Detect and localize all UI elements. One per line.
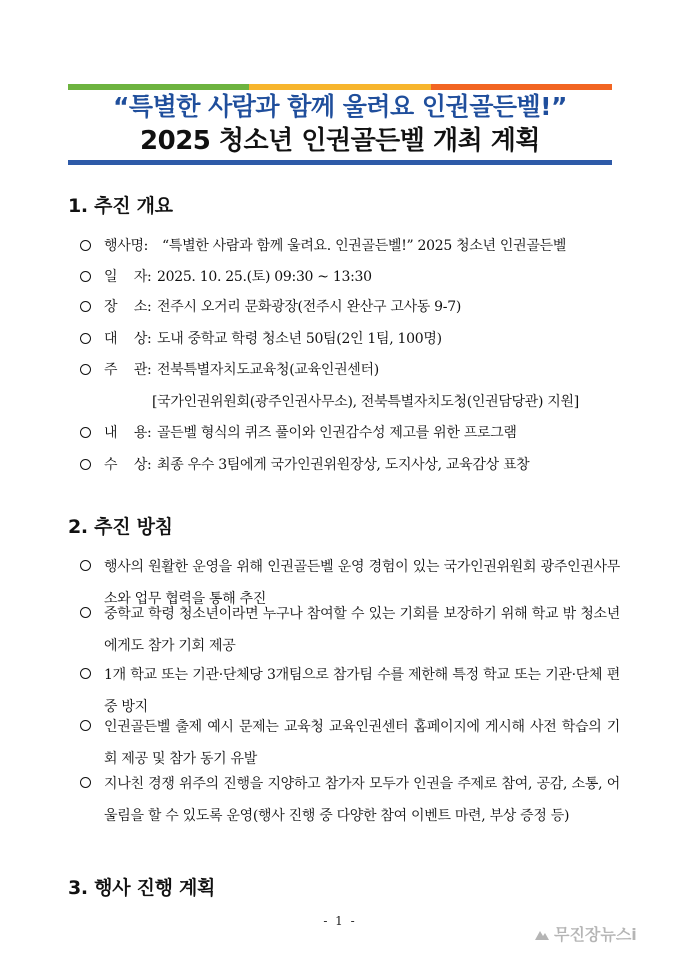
title-color-bar	[68, 84, 612, 90]
mountain-logo-icon	[534, 926, 550, 942]
policy-item-text: 인권골든벨 출제 예시 문제는 교육청 교육인권센터 홈페이지에 게시해 사전 학습의 기회 제공 및 참가 동기 유발	[104, 719, 620, 767]
document-subtitle: 2025 청소년 인권골든벨 개최 계획	[140, 126, 540, 156]
item-label: 내 용:	[104, 425, 152, 441]
document-title: “특별한 사람과 함께 울려요 인권골든벨!”	[113, 92, 567, 121]
circle-bullet-icon	[80, 301, 91, 312]
item-value: 전주시 오거리 문화광장(전주시 완산구 고사동 9-7)	[157, 299, 461, 315]
host-support-note: [국가인권위원회(광주인권사무소), 전북특별자치도청(인권담당관) 지원]	[152, 394, 579, 410]
item-value: “특별한 사람과 함께 울려요. 인권골든벨!” 2025 청소년 인권골든벨	[162, 238, 567, 254]
title-underline-bar	[68, 160, 612, 165]
policy-item-text: 중학교 학령 청소년이라면 누구나 참여할 수 있는 기회를 보장하기 위해 학교 밖 청소년에게도 참가 기회 제공	[104, 606, 620, 654]
circle-bullet-icon	[80, 668, 91, 679]
policy-item	[80, 598, 620, 662]
page-number: - 1 -	[323, 914, 357, 928]
news-watermark	[534, 922, 637, 945]
circle-bullet-icon	[80, 271, 91, 282]
circle-bullet-icon	[80, 459, 91, 470]
circle-bullet-icon	[80, 607, 91, 618]
section-heading-event-plan: 3. 행사 진행 계획	[68, 877, 216, 899]
policy-item-text: 1개 학교 또는 기관·단체당 3개팀으로 참가팀 수를 제한해 특정 학교 또는 기관·단체 편중 방지	[104, 667, 620, 715]
green-bar-segment	[68, 84, 249, 90]
item-label: 주 관:	[104, 362, 152, 378]
policy-item-text: 행사의 원활한 운영을 위해 인권골든벨 운영 경험이 있는 국가인권위원회 광주인권사무소와 업무 협력을 통해 추진	[104, 559, 620, 607]
item-label: 일 자:	[104, 269, 152, 285]
circle-bullet-icon	[80, 333, 91, 344]
circle-bullet-icon	[80, 777, 91, 788]
item-label: 장 소:	[104, 299, 152, 315]
item-label: 대 상:	[104, 331, 152, 347]
circle-bullet-icon	[80, 240, 91, 251]
circle-bullet-icon	[80, 364, 91, 375]
policy-item	[80, 711, 620, 775]
circle-bullet-icon	[80, 427, 91, 438]
section-heading-overview: 1. 추진 개요	[68, 195, 173, 217]
item-value: 최종 우수 3팀에게 국가인권위원장상, 도지사상, 교육감상 표창	[157, 457, 530, 473]
policy-item-text: 지나친 경쟁 위주의 진행을 지양하고 참가자 모두가 인권을 주제로 참여, 공감, 소통, 어울림을 할 수 있도록 운영(행사 진행 중 다양한 참여 이벤트 마련, 부상 증정 등)	[104, 776, 620, 824]
policy-item	[80, 768, 620, 832]
item-label: 행사명:	[104, 238, 149, 254]
circle-bullet-icon	[80, 560, 91, 571]
item-value: 도내 중학교 학령 청소년 50팀(2인 1팀, 100명)	[157, 331, 442, 347]
section-heading-policy: 2. 추진 방침	[68, 516, 173, 538]
circle-bullet-icon	[80, 720, 91, 731]
item-label: 수 상:	[104, 457, 152, 473]
item-value: 2025. 10. 25.(토) 09:30 ~ 13:30	[157, 269, 372, 285]
item-value: 전북특별자치도교육청(교육인권센터)	[157, 362, 379, 378]
item-value: 골든벨 형식의 퀴즈 풀이와 인권감수성 제고를 위한 프로그램	[157, 425, 517, 441]
watermark-text: 무진장뉴스i	[554, 925, 637, 944]
orange-bar-segment	[431, 84, 612, 90]
yellow-bar-segment	[249, 84, 430, 90]
